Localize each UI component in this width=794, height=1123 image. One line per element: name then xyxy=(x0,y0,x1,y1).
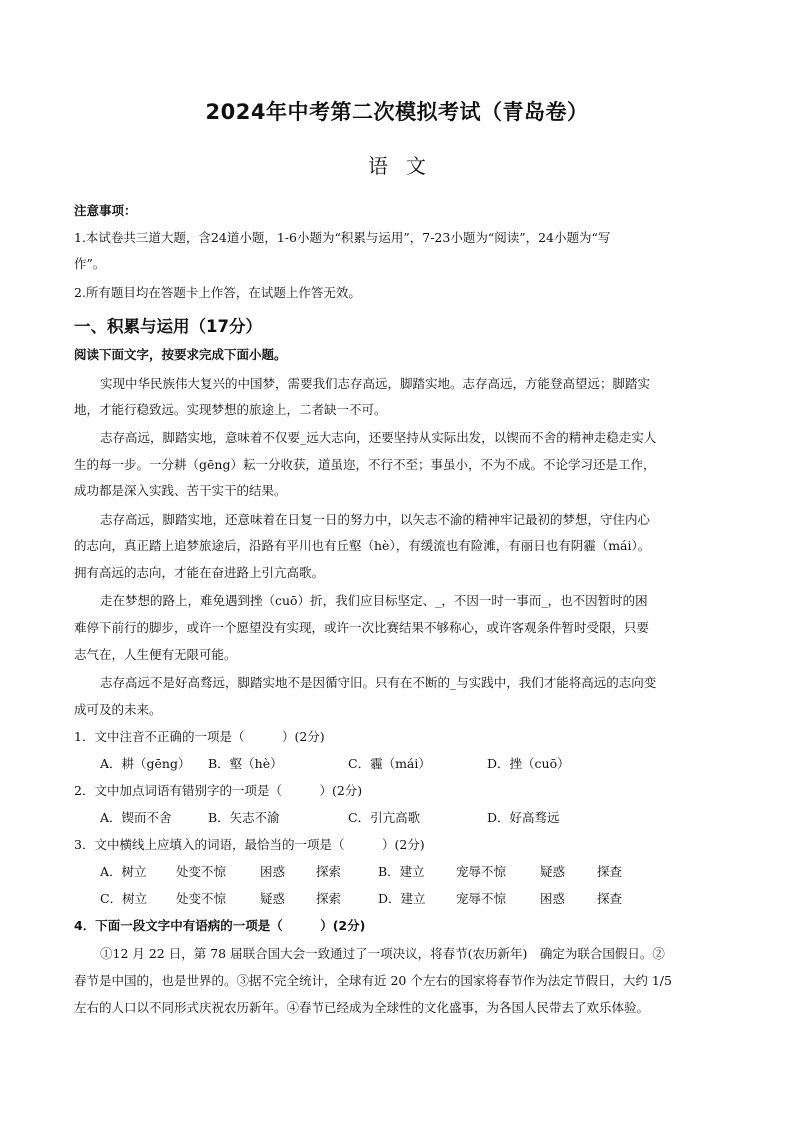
q4-text-line-3: 左右的人口以不同形式庆祝农历新年。④春节已经成为全球性的文化盛事，为各国人民带去了欢乐体验。 xyxy=(74,1000,650,1015)
q2-option-c: C．引亢高歌 xyxy=(348,810,421,825)
q4-text-line-2: 春节是中国的，也是世界的。③据不完全统计，全球有近 20 个左右的国家将春节作为法定节假日，大约 1/5 xyxy=(74,973,672,988)
q3-option-d-word-2: 宠辱不惊 xyxy=(456,891,507,906)
section-heading: 一、积累与运用（17分） xyxy=(74,317,262,336)
passage-p5-line-1: 志存高远不是好高骛远，脚踏实地不是因循守旧。只有在不断的_与实践中，我们才能将高远的志向变 xyxy=(100,675,657,690)
q2-option-d: D．好高骛远 xyxy=(487,810,560,825)
q3-option-b-word-4: 探查 xyxy=(597,864,623,879)
notes-heading: 注意事项： xyxy=(74,203,137,218)
q3-option-c-word-4: 探索 xyxy=(316,891,342,906)
q3-option-b-word-1: B．建立 xyxy=(378,864,425,879)
q3-option-d-word-4: 探查 xyxy=(597,891,623,906)
q3-option-a-word-3: 困惑 xyxy=(260,864,286,879)
q3-option-c-word-2: 处变不惊 xyxy=(176,891,227,906)
q3-option-d-word-1: D．建立 xyxy=(378,891,426,906)
question-2: 2．文中加点词语有错别字的一项是（ ）(2分) xyxy=(74,783,363,798)
q2-option-a: A．锲而不舍 xyxy=(100,810,172,825)
passage-p5-line-2: 成可及的未来。 xyxy=(74,702,162,717)
passage-p2-line-2: 生的每一步。一分耕（gēng）耘一分收获，道虽迩，不行不至；事虽小，不为不成。不论学习还是工作， xyxy=(74,457,656,472)
passage-p3-line-3: 拥有高远的志向，才能在奋进路上引亢高歌。 xyxy=(74,565,325,580)
passage-p2-line-3: 成功都是深入实践、苦干实干的结果。 xyxy=(74,483,287,498)
question-1: 1．文中注音不正确的一项是（ ）(2分) xyxy=(74,729,325,744)
passage-p4-line-3: 志气在，人生便有无限可能。 xyxy=(74,647,237,662)
question-4: 4．下面一段文字中有语病的一项是（ ）(2分) xyxy=(74,918,366,933)
q3-option-b-word-3: 疑惑 xyxy=(540,864,566,879)
passage-p3-line-2: 的志向，真正踏上追梦旅途后，沿路有平川也有丘壑（hè），有缓流也有险滩，有丽日也有阴霾（mái）。 xyxy=(74,538,651,553)
q1-option-d: D．挫（cuō） xyxy=(487,756,570,771)
q2-option-b: B．矢志不渝 xyxy=(208,810,280,825)
note-2: 2.所有题目均在答题卡上作答，在试题上作答无效。 xyxy=(74,285,361,300)
passage-p3-line-1: 志存高远，脚踏实地，还意味着在日复一日的努力中，以矢志不渝的精神牢记最初的梦想，守住内心 xyxy=(100,512,651,527)
note-1-line-1: 1.本试卷共三道大题，含24道小题，1-6小题为“积累与运用”，7-23小题为“阅读”，24小题为“写 xyxy=(74,230,611,245)
reading-instruction: 阅读下面文字，按要求完成下面小题。 xyxy=(74,347,287,362)
q1-option-b: B．壑（hè） xyxy=(208,756,283,771)
passage-p4-line-1: 走在梦想的路上，难免遇到挫（cuō）折，我们应目标坚定、_，不因一时一事而_，也不因暂时的困 xyxy=(100,593,648,608)
subject-title: 语文 xyxy=(368,154,444,178)
q3-option-a-word-4: 探索 xyxy=(316,864,342,879)
q3-option-d-word-3: 困惑 xyxy=(540,891,566,906)
passage-p4-line-2: 难停下前行的脚步，或许一个愿望没有实现，或许一次比赛结果不够称心，或许客观条件暂时受限，只要 xyxy=(74,620,650,635)
q4-text-line-1: ①12 月 22 日，第 78 届联合国大会一致通过了一项决议，将春节(农历新年) 确定为联合国假日。② xyxy=(100,946,665,961)
question-3: 3．文中横线上应填入的词语，最恰当的一项是（ ）(2分) xyxy=(74,837,425,852)
q1-option-a: A．耕（gēng） xyxy=(100,756,191,771)
q3-option-a-word-1: A．树立 xyxy=(100,864,147,879)
note-1-line-2: 作”。 xyxy=(74,256,106,271)
q1-option-c: C．霾（mái） xyxy=(348,756,431,771)
q3-option-c-word-1: C．树立 xyxy=(100,891,148,906)
q3-option-b-word-2: 宠辱不惊 xyxy=(456,864,507,879)
exam-title: 2024年中考第二次模拟考试（青岛卷） xyxy=(205,100,589,124)
q3-option-a-word-2: 处变不惊 xyxy=(176,864,227,879)
passage-p1-line-2: 地，才能行稳致远。实现梦想的旅途上，二者缺一不可。 xyxy=(74,402,387,417)
q3-option-c-word-3: 疑惑 xyxy=(260,891,286,906)
passage-p2-line-1: 志存高远，脚踏实地，意味着不仅要_远大志向，还要坚持从实际出发，以锲而不舍的精神走稳走实人 xyxy=(100,430,657,445)
passage-p1-line-1: 实现中华民族伟大复兴的中国梦，需要我们志存高远，脚踏实地。志存高远，方能登高望远；脚踏实 xyxy=(100,376,651,391)
